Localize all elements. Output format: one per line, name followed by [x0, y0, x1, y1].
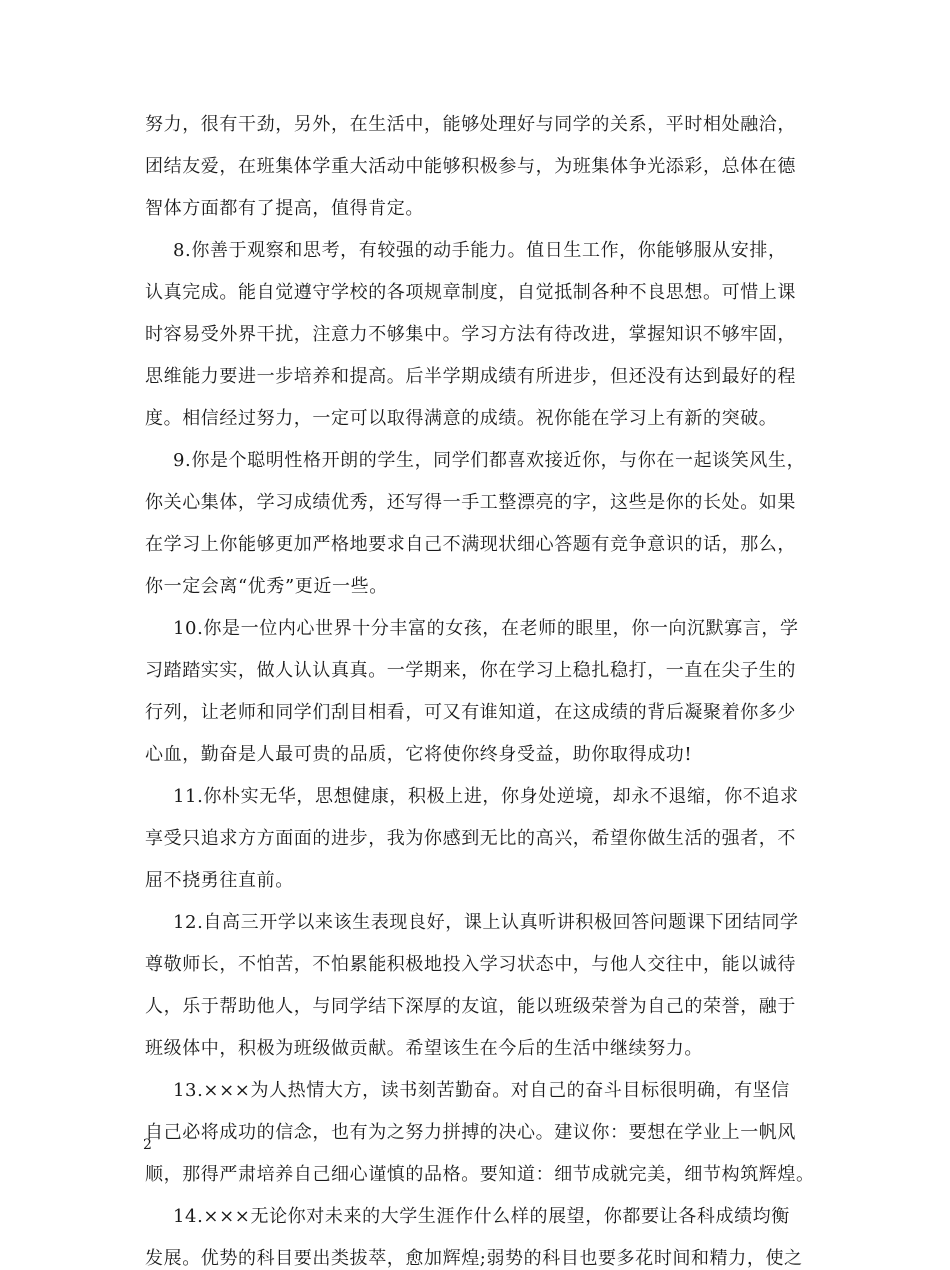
text-line: 思维能力要进一步培养和提高。后半学期成绩有所进步，但还没有达到最好的程 — [145, 366, 796, 387]
paragraph-start-9: 9.你是个聪明性格开朗的学生，同学们都喜欢接近你，与你在一起谈笑风生， — [173, 450, 806, 471]
paragraph-start-10: 10.你是一位内心世界十分丰富的女孩，在老师的眼里，你一向沉默寡言，学 — [173, 618, 799, 639]
text-line: 人，乐于帮助他人，与同学结下深厚的友谊，能以班级荣誉为自己的荣誉，融于 — [145, 996, 796, 1017]
text-line: 认真完成。能自觉遵守学校的各项规章制度，自觉抵制各种不良思想。可惜上课 — [145, 282, 796, 303]
page-number: 2 — [143, 1137, 152, 1153]
paragraph-start-14: 14.×××无论你对未来的大学生涯作什么样的展望，你都要让各科成绩均衡 — [173, 1206, 790, 1227]
paragraph-start-8: 8.你善于观察和思考，有较强的动手能力。值日生工作，你能够服从安排， — [173, 240, 787, 261]
text-line: 屈不挠勇往直前。 — [145, 870, 294, 891]
text-line: 习踏踏实实，做人认认真真。一学期来，你在学习上稳扎稳打，一直在尖子生的 — [145, 660, 796, 681]
text-line: 享受只追求方方面面的进步，我为你感到无比的高兴，希望你做生活的强者，不 — [145, 828, 796, 849]
text-line: 时容易受外界干扰，注意力不够集中。学习方法有待改进，掌握知识不够牢固， — [145, 324, 796, 345]
paragraph-start-12: 12.自高三开学以来该生表现良好，课上认真听讲积极回答问题课下团结同学 — [173, 912, 799, 933]
text-line: 自己必将成功的信念，也有为之努力拼搏的决心。建议你：要想在学业上一帆风 — [145, 1122, 796, 1143]
text-line: 你关心集体，学习成绩优秀，还写得一手工整漂亮的字，这些是你的长处。如果 — [145, 492, 796, 513]
paragraph-start-13: 13.×××为人热情大方，读书刻苦勤奋。对自己的奋斗目标很明确，有坚信 — [173, 1080, 790, 1101]
text-line: 发展。优势的科目要出类拔萃，愈加辉煌;弱势的科目也要多花时间和精力，使之 — [145, 1248, 803, 1269]
text-line: 你一定会离“优秀”更近一些。 — [145, 576, 388, 597]
text-line: 班级体中，积极为班级做贡献。希望该生在今后的生活中继续努力。 — [145, 1038, 703, 1059]
text-line: 尊敬师长，不怕苦，不怕累能积极地投入学习状态中，与他人交往中，能以诚待 — [145, 954, 796, 975]
text-line: 团结友爱，在班集体学重大活动中能够积极参与，为班集体争光添彩，总体在德 — [145, 156, 796, 177]
text-line: 行列，让老师和同学们刮目相看，可又有谁知道，在这成绩的背后凝聚着你多少 — [145, 702, 796, 723]
text-line: 度。相信经过努力，一定可以取得满意的成绩。祝你能在学习上有新的突破。 — [145, 408, 778, 429]
text-line: 努力，很有干劲，另外，在生活中，能够处理好与同学的关系，平时相处融洽， — [145, 114, 796, 135]
paragraph-start-11: 11.你朴实无华，思想健康，积极上进，你身处逆境，却永不退缩，你不追求 — [173, 786, 799, 807]
text-line: 在学习上你能够更加严格地要求自己不满现状细心答题有竞争意识的话，那么， — [145, 534, 796, 555]
text-line: 顺，那得严肃培养自己细心谨慎的品格。要知道：细节成就完美，细节构筑辉煌。 — [145, 1164, 815, 1185]
text-line: 智体方面都有了提高，值得肯定。 — [145, 198, 424, 219]
text-line: 心血，勤奋是人最可贵的品质，它将使你终身受益，助你取得成功! — [145, 744, 693, 765]
